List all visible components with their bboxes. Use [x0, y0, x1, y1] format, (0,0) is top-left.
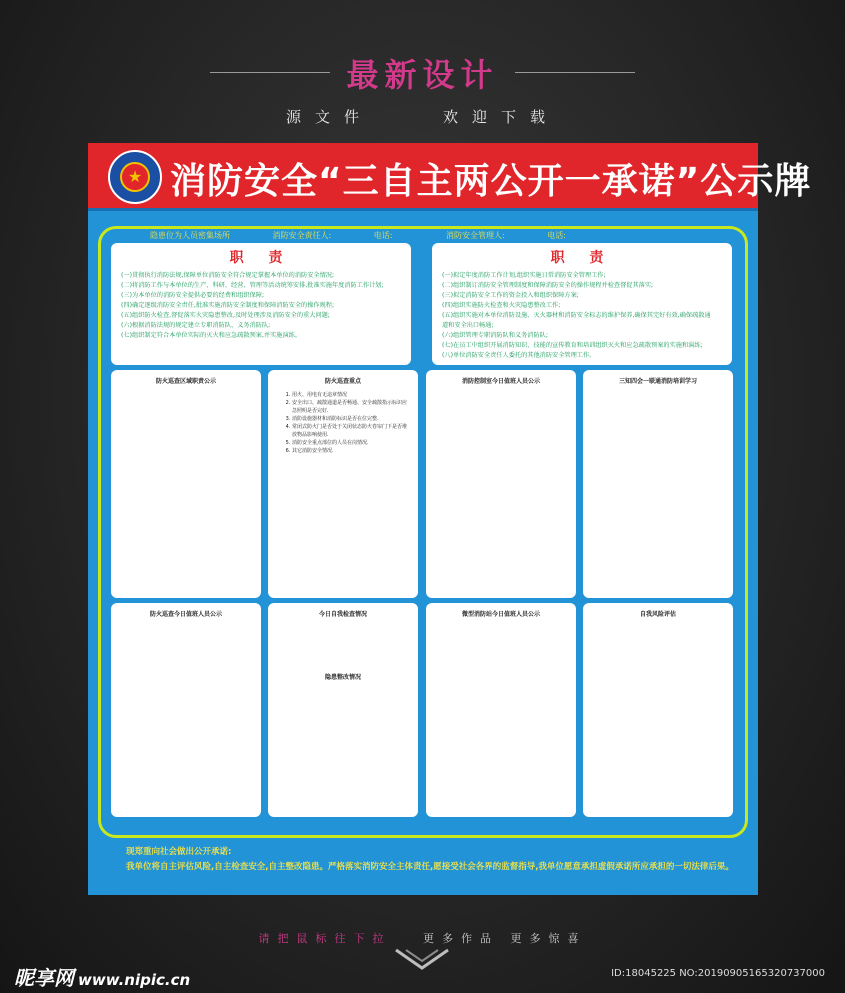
list-item: 1. 用火、用电有无违章情况	[292, 391, 418, 399]
duty-item: (六)根据消防法规的规定建立专职消防队、义务消防队;	[121, 322, 271, 329]
top-subtitle	[0, 106, 845, 127]
duty-item: (七)在员工中组织开展消防知识、技能的宣传教育和培训组织灭火和应急疏散预案的实施和演练;	[442, 342, 703, 349]
subtitle-left: 源文件	[285, 108, 373, 126]
board-header	[88, 143, 812, 211]
info-row-right: 消防安全管理人: 电话:	[446, 231, 566, 240]
list-item: 6. 其它消防安全情况.	[292, 447, 418, 455]
duty-panel-left	[111, 243, 411, 365]
duty-item: (三)为本单位的消防安全提供必要的经费和组织保障;	[121, 292, 265, 299]
duty-item: (五)组织防火检查,督促落实火灾隐患整改,及时处理涉及消防安全的重大问题;	[121, 312, 330, 319]
board-title: 消防安全“三自主两公开一承诺”公示牌	[170, 161, 812, 202]
public-commitment: 现郑重向社会做出公开承诺: 我单位将自主评估风险,自主检查安全,自主整改隐患。严格落实消防安全主体责任,愿接受社会各界的监督指导,我单位愿意承担虚假承诺所应承担的一切法律后果。	[126, 847, 734, 872]
top-banner	[0, 50, 845, 96]
duty-item: (一)拟定年度消防工作计划,组织实施日常消防安全管理工作;	[442, 272, 606, 279]
duty-item: (六)组织管理专职消防队和义务消防队;	[442, 332, 548, 339]
duty-heading: 职 责	[229, 250, 293, 266]
duty-item: (五)组织实施对本单位消防设施、灭火器材和消防安全标志的维护保养,确保其完好有效,确保疏散通	[442, 312, 711, 319]
panel-self-check: 今日自我检查情况 隐患整改情况	[268, 603, 418, 817]
duty-item: (三)拟定消防安全工作的资金投入和组织保障方案;	[442, 292, 579, 299]
list-item: 3. 消防设施器材和消防标识是否在位完整.	[292, 415, 418, 423]
image-id: ID:18045225 NO:20190905165320737000	[611, 968, 825, 979]
scroll-hint: 请把鼠标往下拉	[258, 932, 392, 945]
duty-panel-right	[432, 243, 732, 365]
duty-item: (二)组织制订消防安全管理制度和保障消防安全的操作规程并检查督促其落实;	[442, 282, 654, 289]
site-url: www.nipic.cn	[78, 971, 191, 989]
panel-patrol-duty-today: 防火巡查今日值班人员公示	[111, 603, 261, 817]
panel-patrol-focus: 防火巡查重点 1. 用火、用电有无违章情况 2. 安全出口、疏散通道是否畅通、安全疏散指示标识应急照明是否完好. 3. 消防设施器材和消防标识是否在位完整. 4. 常闭式防火门是否处于关闭状态防火卷帘门下是否堆放物品影响使用. 5. 消防安全重点部位的人员在岗情况. 6. 其它消防安全情况.	[268, 370, 418, 598]
chevron-down-icon[interactable]	[392, 948, 452, 972]
hazard-rectification-heading: 隐患整改情况	[324, 674, 361, 681]
duty-item: (七)组织制定符合本单位实际的灭火和应急疏散预案,并实施演练。	[121, 332, 302, 339]
duty-item: (四)组织实施防火检查和火灾隐患整改工作;	[442, 302, 561, 309]
duty-item: 道和安全出口畅通;	[442, 322, 494, 329]
site-logo: 昵享网 www.nipic.cn	[14, 966, 191, 990]
panel-control-room-duty: 消防控制室今日值班人员公示	[426, 370, 576, 598]
top-title: 最新设计	[346, 56, 499, 94]
panel-training: 三知四会一联通消防培训学习	[583, 370, 733, 598]
fire-rescue-emblem-icon: ★	[108, 150, 162, 204]
duty-item: (二)将消防工作与本单位的生产、科研、经营、管理等活动统筹安排,批准实施年度消防工作计划;	[121, 282, 384, 289]
footer-bar	[0, 930, 845, 946]
duty-heading: 职 责	[550, 250, 614, 266]
divider-left	[210, 72, 330, 73]
list-item: 2. 安全出口、疏散通道是否畅通、安全疏散指示标识应急照明是否完好.	[292, 399, 418, 415]
panel-patrol-area-duty: 防火巡查区域职责公示	[111, 370, 261, 598]
notice-board	[88, 143, 812, 895]
divider-right	[515, 72, 635, 73]
panel-mini-station-duty: 微型消防站今日值班人员公示	[426, 603, 576, 817]
list-item: 5. 消防安全重点部位的人员在岗情况.	[292, 439, 418, 447]
subtitle-right: 欢迎下载	[443, 108, 560, 126]
duty-item: (四)确定逐级消防安全责任,批准实施消防安全制度和保障消防安全的操作规程;	[121, 302, 335, 309]
more-works-link[interactable]: 更多作品 更多惊喜	[423, 932, 587, 945]
duty-item: (一)贯彻执行消防法规,保障单位消防安全符合规定掌握本单位的消防安全情况;	[121, 272, 335, 279]
list-item: 4. 常闭式防火门是否处于关闭状态防火卷帘门下是否堆放物品影响使用.	[292, 423, 418, 439]
duty-item: (八)单位消防安全责任人委托的其他消防安全管理工作。	[442, 352, 596, 359]
panel-risk-assessment: 自我风险评估	[583, 603, 733, 817]
info-row-left: 隐患位为人员密集场所 消防安全责任人: 电话:	[150, 231, 393, 240]
